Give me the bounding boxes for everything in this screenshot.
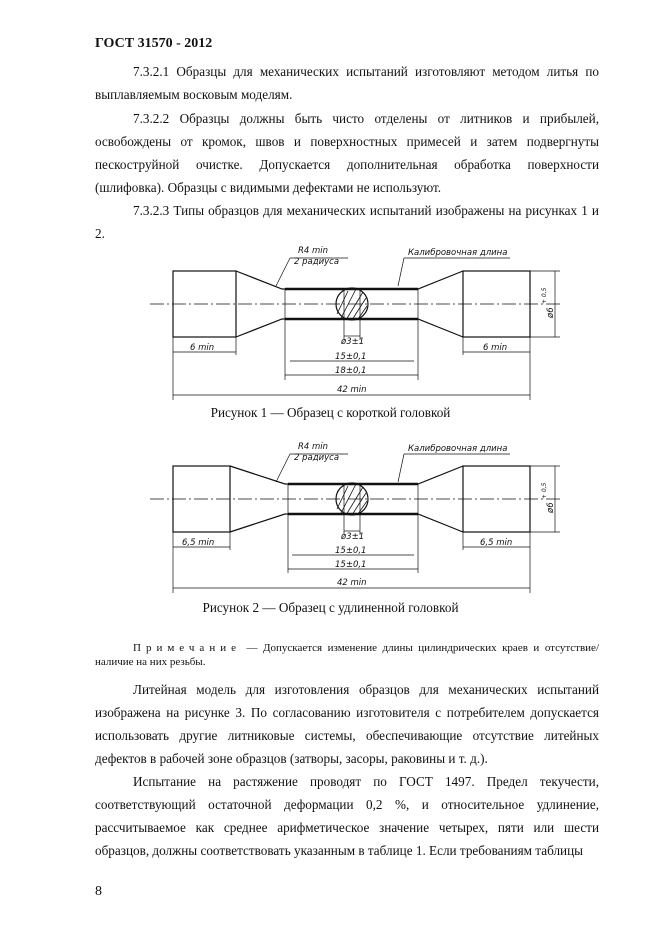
- paragraph-7-3-2-3: [95, 199, 599, 245]
- note-dash: —: [246, 642, 258, 654]
- diameter-label: ø3±1: [341, 337, 365, 347]
- note-text: Допускается изменение длины цилиндрических краев и отсутствие/наличие на них резьбы.: [95, 642, 599, 668]
- radii-count-label: 2 радиуса: [294, 453, 340, 463]
- paragraph-text: 7.3.2.3 Типы образцов для механических испытаний изображены на рисунках 1 и 2.: [95, 203, 599, 241]
- working-length-label: 15±0,1: [335, 560, 367, 570]
- paragraph-text: Литейная модель для изготовления образцов для механических испытаний изображена на рисунке 3. По согласованию изготовителя с потребителем допускается использовать другие литниковые системы, обеспечивающие отсутствие литейных дефектов в рабочей зоне образцов (затворы, засоры, раковины и т. д.).: [95, 682, 599, 766]
- figure-1-caption: Рисунок 1 — Образец с короткой головкой: [210, 405, 451, 420]
- gauge-length-label: 15±0,1: [335, 546, 367, 556]
- right-head-length-label: 6,5 min: [480, 538, 513, 548]
- right-head-length-label: 6 min: [483, 343, 508, 353]
- figure-2-caption: Рисунок 2 — Образец с удлиненной головкой: [202, 600, 459, 615]
- head-diameter-tolerance: + 0,5: [541, 482, 548, 499]
- calibration-length-label: Калибровочная длина: [408, 444, 508, 454]
- working-length-label: 18±0,1: [335, 366, 367, 376]
- total-length-label: 42 min: [337, 578, 367, 588]
- figure-note: [95, 641, 599, 669]
- note-label: Примечание: [133, 642, 241, 654]
- diameter-label: ø3±1: [341, 532, 365, 542]
- paragraph-text: 7.3.2.1 Образцы для механических испытаний изготовляют методом литья по выплавляемым восковым моделям.: [95, 64, 599, 102]
- total-length-label: 42 min: [337, 385, 367, 395]
- paragraph-7-3-2-2: [95, 107, 599, 199]
- radius-label: R4 min: [298, 246, 329, 256]
- left-head-length-label: 6,5 min: [182, 538, 215, 548]
- radius-label: R4 min: [298, 442, 329, 452]
- left-head-length-label: 6 min: [190, 343, 215, 353]
- figure-1-drawing: [0, 240, 661, 410]
- paragraph-text: 7.3.2.2 Образцы должны быть чисто отделены от литников и прибылей, освобождены от кромок, швов и поверхностных примесей и затем подвергнуты пескоструйной очистке. Допускается дополнительная обработка поверхности (шлифовка). Образцы с видимыми дефектами не используют.: [95, 111, 599, 195]
- radii-count-label: 2 радиуса: [294, 257, 340, 267]
- paragraph-7-3-2-1: [95, 60, 599, 106]
- calibration-length-label: Калибровочная длина: [408, 248, 508, 258]
- paragraph-casting-model: [95, 678, 599, 770]
- head-diameter-label: ø6: [546, 502, 556, 513]
- document-header: ГОСТ 31570 - 2012: [95, 36, 213, 51]
- head-diameter-tolerance: + 0,5: [541, 287, 548, 304]
- figure-2-drawing: [0, 438, 661, 608]
- paragraph-text: Испытание на растяжение проводят по ГОСТ 1497. Предел текучести, соответствующий остаточной деформации 0,2 %, и относительное удлинение, рассчитываемое как среднее арифметическое значение четырех, пяти или шести образцов, должны соответствовать указанным в таблице 1. Если требованиям таблицы: [95, 774, 599, 858]
- gauge-length-label: 15±0,1: [335, 352, 367, 362]
- paragraph-tensile-test: [95, 770, 599, 862]
- page-number: 8: [95, 884, 102, 899]
- head-diameter-label: ø6: [546, 307, 556, 318]
